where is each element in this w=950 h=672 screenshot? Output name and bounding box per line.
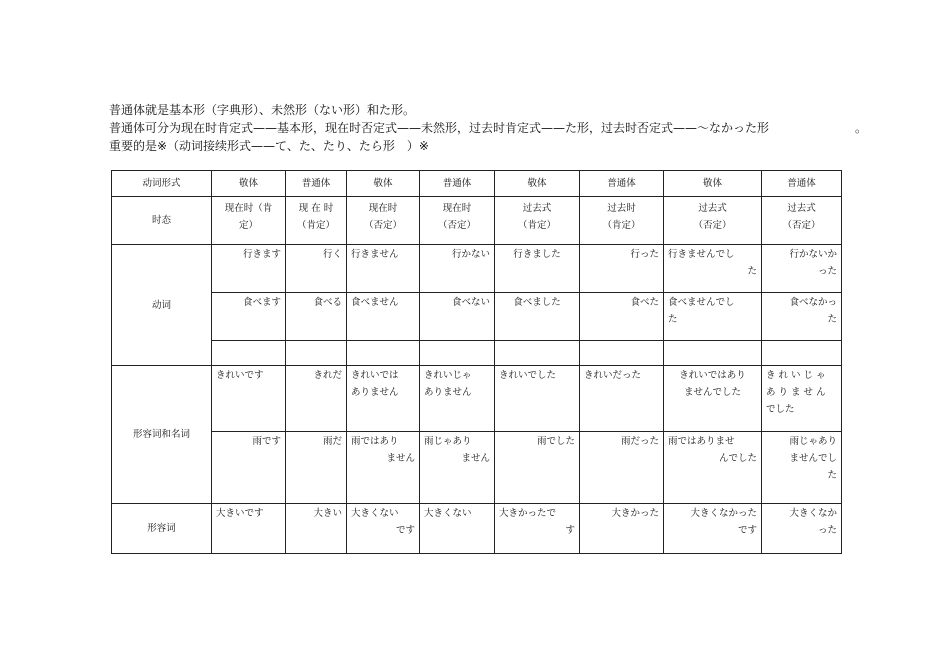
cell-line: 食べる [313,297,342,308]
cell-line: 食べませんでし [668,297,735,308]
cell-line: 食べません [351,297,399,308]
header-col-3: 敬体 [347,171,420,197]
table-cell [420,293,495,341]
tense-line: 过去式 [787,203,816,214]
tense-line: （肯定） [602,220,641,231]
table-cell [212,293,286,341]
table-cell [495,504,580,554]
header-col-6: 普通体 [580,171,664,197]
cell-line: ません [386,453,415,464]
table-cell [664,293,762,341]
table-cell [286,245,347,293]
cell-line: た [827,314,837,325]
cell-line: 雨じゃあり [789,436,837,447]
tense-cell [762,197,842,245]
table-cell [664,366,762,432]
table-cell [495,245,580,293]
cell-line: です [737,525,757,536]
cell-line: 雨だった [620,436,659,447]
cell-line: 食べます [242,297,281,308]
cell-line: 食べました [513,297,561,308]
cell-line: きれいでした [499,370,557,381]
table-cell [495,293,580,341]
table-cell [664,504,762,554]
cell-line: た [668,314,678,325]
table-cell [420,366,495,432]
table-cell [762,432,842,504]
empty-cell [664,341,762,366]
empty-cell [420,341,495,366]
header-row [112,171,842,197]
tense-cell [495,197,580,245]
cell-line: です [395,525,415,536]
tense-line: （否定） [363,220,402,231]
cell-line: 大きい [313,508,342,519]
cell-line: 行かない [451,249,490,260]
header-col-7: 敬体 [664,171,762,197]
header-col-1: 敬体 [212,171,286,197]
tense-line: 现在时 [442,203,472,214]
cell-line: た [747,266,757,277]
cell-line: きれいでは [351,370,399,381]
verb-row-2 [112,293,842,341]
cell-line: きれいだった [584,370,642,381]
intro-line-3: 重要的是※（动词接续形式——て、た、たり、たら形 ）※ [109,139,429,153]
cell-line: 雨です [252,436,281,447]
table-cell [495,432,580,504]
table-cell [762,504,842,554]
cell-line: 行かないか [789,249,837,260]
table-cell [347,366,420,432]
table-cell [762,245,842,293]
table-cell [212,366,286,432]
cell-line: 大きかったで [499,508,557,519]
table-cell [420,432,495,504]
tense-cell [580,197,664,245]
cell-line: きれだ [313,370,342,381]
tense-cell [286,197,347,245]
table-cell [347,432,420,504]
adj-noun-row-1 [112,366,842,432]
cell-line: 行きませんでし [668,249,735,260]
cell-line: ありません [351,387,399,398]
tense-cell [664,197,762,245]
cell-line: 雨だ [322,436,342,447]
cell-line: 雨ではあり [351,436,399,447]
tense-line: 现在时（肯 [224,203,273,214]
cell-line: 行きました [513,249,561,260]
table-cell [762,293,842,341]
tense-cell [420,197,495,245]
empty-cell [212,341,286,366]
table-cell [347,293,420,341]
cell-line: 大きくなかった [690,508,757,519]
table-cell [420,504,495,554]
header-col-5: 敬体 [495,171,580,197]
tense-line: 过去时 [607,203,636,214]
cell-line: 食べない [451,297,490,308]
cell-line: 雨ではありませ [668,436,735,447]
cell-line: でした [766,404,795,415]
table-cell [580,366,664,432]
cell-line: き れ い じ ゃ [766,370,826,381]
empty-cell [580,341,664,366]
tense-line: （否定） [437,220,476,231]
header-col-8: 普通体 [762,171,842,197]
table-cell [580,504,664,554]
cell-line: 大きくなか [789,508,837,519]
cell-line: 行きません [351,249,399,260]
cell-line: 雨でした [536,436,575,447]
cell-line: 行った [630,249,659,260]
table-cell [664,432,762,504]
tense-line: （肯定） [296,220,335,231]
cell-line: 食べなかっ [789,297,837,308]
cell-line: きれいです [216,370,264,381]
cell-line: 雨じゃあり [424,436,472,447]
table-cell [580,293,664,341]
verb-row-empty [112,341,842,366]
cell-line: 食べた [630,297,659,308]
cell-line: ません [461,453,490,464]
header-corner: 动词形式 [112,171,212,197]
table-cell [286,432,347,504]
table-cell [580,245,664,293]
table-cell [286,504,347,554]
tense-line: 定） [238,220,258,231]
table-cell [420,245,495,293]
cell-line: ませんでし [789,453,837,464]
table-cell [212,245,286,293]
table-cell [664,245,762,293]
adjective-label: 形容词 [112,504,212,554]
cell-line: あ り ま せ ん [766,387,826,398]
header-col-4: 普通体 [420,171,495,197]
table-cell [212,504,286,554]
table-cell [286,366,347,432]
tense-cell [347,197,420,245]
table-cell [495,366,580,432]
cell-line: った [817,266,837,277]
table-cell [580,432,664,504]
cell-line: た [827,470,837,481]
tense-line: （肯定） [517,220,556,231]
tense-line: 过去式 [698,203,727,214]
empty-cell [286,341,347,366]
verb-label: 动词 [112,245,212,366]
cell-line: 大きくない [351,508,399,519]
cell-line: った [817,525,837,536]
empty-cell [495,341,580,366]
tense-line: 现在时 [368,203,398,214]
table-cell [347,504,420,554]
cell-line: 大きいです [216,508,264,519]
conjugation-table [111,170,842,554]
tense-line: 过去式 [522,203,552,214]
intro-line-2-period: 。 [855,121,868,135]
tense-line: （否定） [782,220,821,231]
cell-line: きれいではあり [679,370,746,381]
intro-line-1: 普通体就是基本形（字典形）、未然形（ない形）和た形。 [109,103,416,117]
cell-line: 大きくない [424,508,472,519]
empty-cell [762,341,842,366]
verb-row-1 [112,245,842,293]
table-cell [762,366,842,432]
adj-noun-row-2 [112,432,842,504]
empty-cell [347,341,420,366]
cell-line: ありません [424,387,472,398]
cell-line: んでした [718,453,757,464]
header-col-2: 普通体 [286,171,347,197]
table-cell [212,432,286,504]
cell-line: す [565,525,575,536]
adj-noun-label: 形容词和名词 [112,366,212,504]
intro-line-2: 普通体可分为现在时肯定式——基本形，现在时否定式——未然形，过去时肯定式——た形，过去时否定式——～なかった形 [109,121,770,135]
tense-cell [212,197,286,245]
tense-row [112,197,842,245]
tense-line: （否定） [693,220,732,231]
tense-line: 现 在 时 [298,203,334,214]
tense-label: 时态 [112,197,212,245]
table-cell [347,245,420,293]
cell-line: 大きかった [611,508,659,519]
adjective-row-1 [112,504,842,554]
cell-line: ませんでした [683,387,741,398]
cell-line: きれいじゃ [424,370,472,381]
cell-line: 行きます [242,249,281,260]
table-cell [286,293,347,341]
cell-line: 行く [322,249,342,260]
